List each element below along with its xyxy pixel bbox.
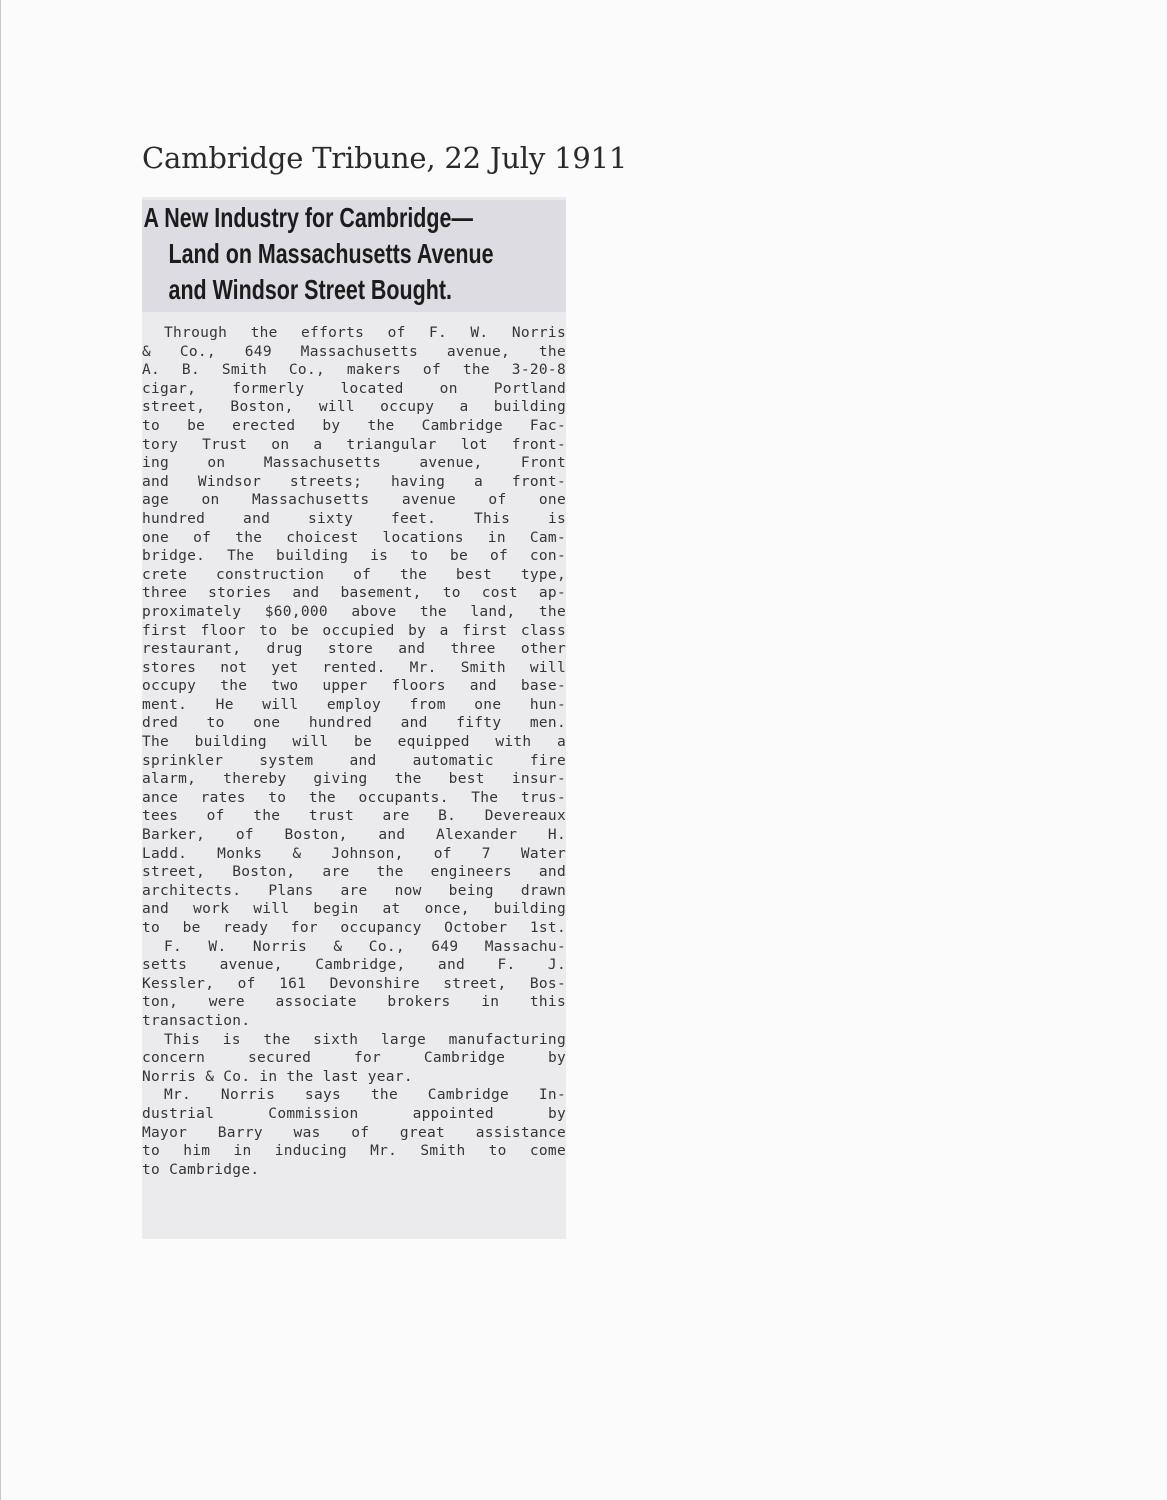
article-line: tory Trust on a triangular lot front- [142,436,566,453]
article-line: dred to one hundred and fifty men. [142,715,566,732]
article-line: dustrial Commission appointed by [142,1105,566,1122]
article-line: sprinkler system and automatic fire [142,752,566,769]
article-line: three stories and basement, to cost ap- [142,585,566,602]
article-line: hundred and sixty feet. This is [142,510,566,527]
article-line: ment. He will employ from one hun- [142,696,566,713]
article-line: Kessler, of 161 Devonshire street, Bos- [142,975,566,992]
article-body [142,324,566,1179]
newspaper-clipping [142,197,566,1239]
article-line: alarm, thereby giving the best insur- [142,771,566,788]
source-caption: Cambridge Tribune, 22 July 1911 [142,141,628,175]
article-line: cigar, formerly located on Portland [142,380,566,397]
article-line: bridge. The building is to be of con- [142,548,566,565]
article-line: This is the sixth large manufacturing [164,1031,566,1048]
headline-line: and Windsor Street Bought. [168,274,452,305]
article-line: and work will begin at once, building [142,901,566,918]
article-line: proximately $60,000 above the land, the [142,603,566,620]
article-line: ing on Massachusetts avenue, Front [142,455,566,472]
article-line: The building will be equipped with a [142,734,566,751]
article-line: architects. Plans are now being drawn [142,882,566,899]
article-line: transaction. [142,1012,251,1029]
article-line: tees of the trust are B. Devereaux [142,808,566,825]
article-line: occupy the two upper floors and base- [142,678,566,695]
page-edge [0,0,1,1500]
article-line: ton, were associate brokers in this [142,994,566,1011]
article-line: to be erected by the Cambridge Fac- [142,417,566,434]
article-line: first floor to be occupied by a first class [142,622,566,639]
article-line: concern secured for Cambridge by [142,1050,566,1067]
article-line: street, Boston, will occupy a building [142,399,566,416]
article-line: ance rates to the occupants. The trus- [142,789,566,806]
article-line: street, Boston, are the engineers and [142,864,566,881]
article-line: Mr. Norris says the Cambridge In- [164,1087,566,1104]
article-line: to be ready for occupancy October 1st. [142,920,566,936]
article-line: F. W. Norris & Co., 649 Massachu- [164,938,566,955]
article-line: A. B. Smith Co., makers of the 3-20-8 [142,362,566,379]
article-line: restaurant, drug store and three other [142,641,566,658]
article-line: Mayor Barry was of great assistance [142,1124,566,1141]
headline-line: Land on Massachusetts Avenue [168,238,494,269]
article-line: setts avenue, Cambridge, and F. J. [142,957,566,974]
article-line: stores not yet rented. Mr. Smith will [142,659,566,676]
article-line: one of the choicest locations in Cam- [142,529,566,546]
article-line: & Co., 649 Massachusetts avenue, the [142,343,566,360]
article-line: to him in inducing Mr. Smith to come [142,1143,566,1160]
article-line: Through the efforts of F. W. Norris [164,325,566,341]
article-line: Barker, of Boston, and Alexander H. [142,827,566,844]
article-line: crete construction of the best type, [142,566,566,583]
article-line: age on Massachusetts avenue of one [142,492,566,509]
article-line: Norris & Co. in the last year. [142,1068,413,1085]
article-headline [142,200,566,312]
article-line: and Windsor streets; having a front- [142,473,566,490]
headline-line: A New Industry for Cambridge— [143,202,473,233]
article-line: to Cambridge. [142,1161,260,1178]
article-line: Ladd. Monks & Johnson, of 7 Water [142,845,566,862]
